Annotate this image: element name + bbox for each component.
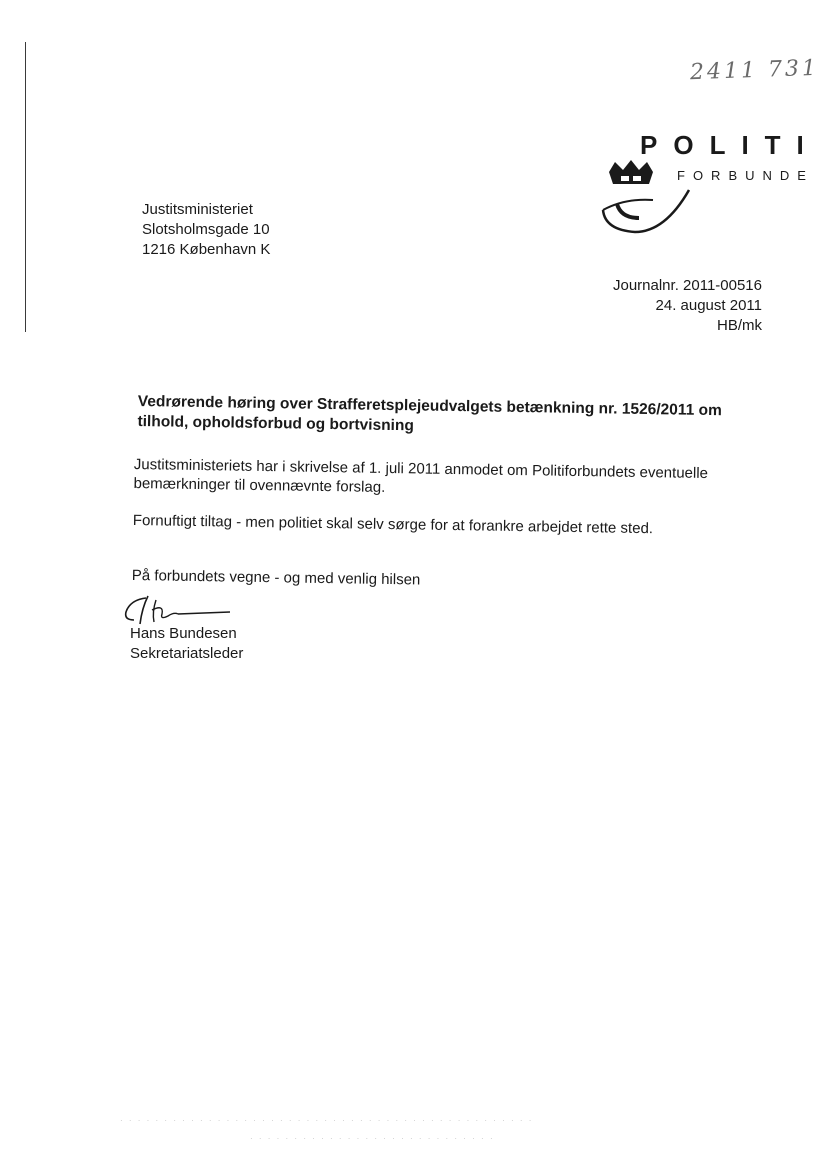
- body-paragraph-1: Justitsministeriets har i skrivelse af 1. juli 2011 anmodet om Politiforbundets eventuelle bemærkninger til ovennævnte forslag.: [133, 455, 709, 496]
- signer-title: Sekretariatsleder: [130, 645, 244, 662]
- subject-heading: Vedrørende høring over Strafferetsplejeudvalgets betænkning nr. 1526/2011 om tilhold, opholdsforbud og bortvisning: [137, 392, 722, 435]
- handwritten-reference: 2411 731: [689, 55, 820, 86]
- politi-emblem-icon: [595, 160, 695, 245]
- recipient-street: Slotsholmsgade 10: [142, 221, 270, 238]
- letter-meta: [613, 276, 762, 336]
- signer-name: Hans Bundesen: [130, 625, 237, 642]
- journal-number: Journalnr. 2011-00516: [612, 277, 762, 294]
- signer-block: [130, 624, 243, 664]
- closing-line: På forbundets vegne - og med venlig hilsen: [131, 566, 421, 589]
- body-paragraph-2: Fornuftigt tiltag - men politiet skal selv sørge for at forankre arbejdet rette sted.: [132, 511, 654, 538]
- logo-text-forbund: FORBUNDE: [677, 168, 814, 183]
- recipient-address: [142, 200, 270, 260]
- margin-line: [25, 42, 26, 332]
- letter-date: 24. august 2011: [655, 297, 762, 314]
- recipient-city: 1216 København K: [142, 241, 271, 258]
- faint-footer-noise: · · · · · · · · · · · · · · · · · · · · · · · · · · · · · · · · · · · · · · · · · · · · · · · · · · · · · · · · · · · · · · · · · · · · · · · · · · ·: [120, 1116, 534, 1143]
- initials: HB/mk: [717, 317, 762, 334]
- logo-text-politi: POLITI: [640, 130, 820, 160]
- recipient-name: Justitsministeriet: [142, 201, 253, 218]
